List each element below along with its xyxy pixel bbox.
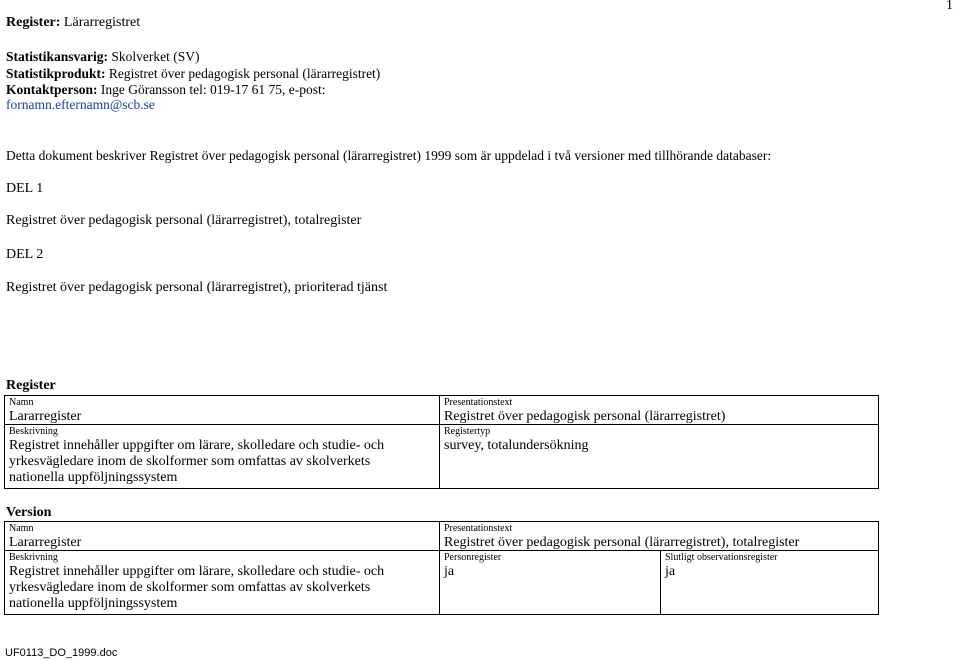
product-label: Statistikprodukt: — [6, 66, 106, 81]
responsible-value: Skolverket (SV) — [111, 49, 200, 64]
version-final-cell — [661, 552, 878, 580]
register-type-label: Registertyp — [444, 426, 491, 437]
intro-text: Detta dokument beskriver Registret över pedagogisk personal (lärarregistret) 1999 som är uppdelad i två versioner med tillhörande databaser: — [6, 148, 772, 163]
register-presentation-cell — [440, 397, 878, 425]
register-description-line: nationella uppföljningssystem — [9, 470, 178, 485]
part-2-heading: DEL 2 — [6, 247, 44, 262]
register-presentation-label: Presentationstext — [444, 397, 513, 408]
responsible-label: Statistikansvarig: — [6, 49, 109, 64]
version-table — [4, 521, 879, 615]
version-presentation-value: Registret över pedagogisk personal (lärarregistret), totalregister — [444, 535, 800, 550]
page-number: 1 — [946, 0, 953, 13]
register-name-value: Lararregister — [9, 409, 82, 424]
version-description-cell — [5, 552, 439, 612]
part-1-heading: DEL 1 — [6, 181, 44, 196]
register-table — [4, 395, 879, 489]
contact-line — [6, 82, 325, 98]
register-presentation-value: Registret över pedagogisk personal (lärarregistret) — [444, 409, 726, 424]
email-link[interactable]: fornamn.efternamn@scb.se — [6, 97, 155, 112]
product-line — [6, 66, 380, 82]
register-section-title: Register — [6, 378, 56, 393]
version-person-value: ja — [444, 564, 455, 579]
part-1-text: Registret över pedagogisk personal (lärarregistret), totalregister — [6, 213, 362, 228]
register-label: Register: — [6, 15, 61, 30]
version-name-cell — [5, 523, 439, 551]
register-type-value: survey, totalundersökning — [444, 438, 589, 453]
register-description-line: yrkesvägledare inom de skolformer som omfattas av skolverkets — [9, 454, 371, 469]
version-final-label: Slutligt observationsregister — [665, 552, 778, 563]
version-person-cell — [440, 552, 660, 580]
part-2-text: Registret över pedagogisk personal (lärarregistret), prioriterad tjänst — [6, 280, 388, 295]
version-section-title: Version — [6, 505, 52, 520]
product-value: Registret över pedagogisk personal (lärarregistret) — [108, 66, 381, 81]
register-value: Lärarregistret — [63, 15, 141, 30]
version-name-value: Lararregister — [9, 535, 82, 550]
register-name-label: Namn — [9, 397, 34, 408]
version-description-line: Registret innehåller uppgifter om lärare, skolledare och studie- och — [9, 564, 385, 579]
responsible-line — [6, 49, 200, 65]
register-description-label: Beskrivning — [9, 426, 58, 437]
version-name-label: Namn — [9, 523, 34, 534]
version-description-label: Beskrivning — [9, 552, 58, 563]
version-person-label: Personregister — [444, 552, 502, 563]
contact-value: Inge Göransson tel: 019-17 61 75, e-post: — [100, 82, 326, 97]
register-description-line: Registret innehåller uppgifter om lärare, skolledare och studie- och — [9, 438, 385, 453]
footer-filename: UF0113_DO_1999.doc — [5, 647, 118, 659]
version-description-line: yrkesvägledare inom de skolformer som omfattas av skolverkets — [9, 580, 371, 595]
register-line — [6, 15, 140, 31]
version-presentation-cell — [440, 523, 878, 551]
register-type-cell — [440, 426, 878, 454]
version-final-value: ja — [665, 564, 676, 579]
version-description-line: nationella uppföljningssystem — [9, 596, 178, 611]
register-name-cell — [5, 397, 439, 425]
version-presentation-label: Presentationstext — [444, 523, 513, 534]
contact-label: Kontaktperson: — [6, 82, 98, 97]
register-description-cell — [5, 426, 439, 486]
